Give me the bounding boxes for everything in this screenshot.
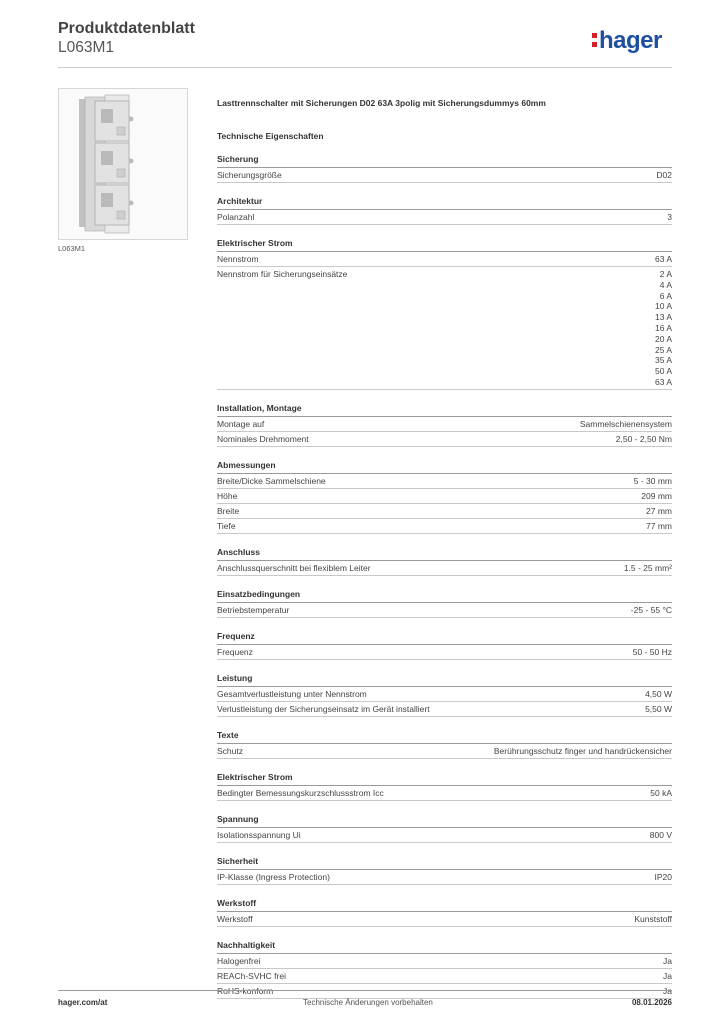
spec-value [656,170,672,181]
spec-row [217,984,672,999]
section-heading: Installation, Montage [217,402,672,417]
spec-value-item: 5 - 30 mm [633,475,672,486]
spec-value [646,506,672,517]
spec-row [217,912,672,927]
spec-label: Anschlussquerschnitt bei flexiblem Leiter [217,562,371,573]
product-image [58,88,188,240]
spec-row [217,252,672,267]
spec-section [217,813,672,843]
product-title: Lasttrennschalter mit Sicherungen D02 63A 3polig mit Sicherungsdummys 60mm [217,98,546,108]
spec-section [217,546,672,576]
spec-row [217,474,672,489]
spec-value-item: 13 A [654,312,672,323]
spec-value-item: D02 [656,170,672,180]
spec-value-item: IP20 [654,871,672,882]
spec-row [217,702,672,717]
spec-value [663,956,672,967]
hager-logo [592,29,662,53]
spec-value-item: 6 A [659,290,672,301]
spec-value [645,704,672,715]
section-heading: Elektrischer Strom [217,771,672,786]
spec-label: Höhe [217,490,238,501]
spec-label: Nennstrom für Sicherungseinsätze [217,269,348,279]
section-heading: Anschluss [217,546,672,561]
spec-value-item: Ja [663,955,672,966]
spec-value-item: 209 mm [641,490,672,501]
spec-row [217,954,672,969]
spec-value-item: 25 A [654,344,672,355]
spec-label: Nominales Drehmoment [217,433,309,444]
spec-value [645,689,672,700]
product-code: L063M1 [58,39,115,56]
spec-value [634,476,672,487]
header-divider [58,67,672,68]
section-heading: Texte [217,729,672,744]
spec-label: Isolationsspannung Ui [217,829,301,840]
spec-value-item: Berührungsschutz finger und handrückensicher [493,745,672,756]
spec-value-item: Kunststoff [634,913,672,924]
spec-value-item: 50 - 50 Hz [632,646,672,657]
spec-value-item: 63 A [654,376,672,387]
spec-row [217,687,672,702]
spec-section [217,855,672,885]
logo-text: hager [599,27,662,54]
spec-row [217,561,672,576]
spec-label: Breite [217,505,240,516]
spec-value-item: 5,50 W [645,703,672,714]
section-heading: Spannung [217,813,672,828]
logo-dots-icon [592,33,597,47]
section-heading: Frequenz [217,630,672,645]
spec-value [663,986,672,997]
spec-value [634,914,672,925]
spec-row [217,432,672,447]
spec-section [217,771,672,801]
spec-value [655,269,672,388]
spec-value [641,491,672,502]
spec-value-item: 2 A [659,269,672,279]
spec-row [217,870,672,885]
spec-value [624,563,672,574]
spec-row [217,744,672,759]
section-heading: Abmessungen [217,459,672,474]
spec-row [217,969,672,984]
spec-label [217,986,273,997]
section-heading: Werkstoff [217,897,672,912]
spec-section [217,672,672,717]
spec-row [217,168,672,183]
spec-label: Verlustleistung der Sicherungseinsatz im Gerät installiert [217,703,430,714]
spec-value-item: 50 A [654,366,672,377]
spec-label: Polanzahl [217,212,255,222]
spec-section [217,630,672,660]
tech-heading: Technische Eigenschaften [217,131,324,141]
spec-label: Bedingter Bemessungskurzschlussstrom Icc [217,787,384,798]
spec-value-item: 2,50 - 2,50 Nm [615,433,672,444]
spec-value-item: 4,50 W [645,688,672,699]
section-heading: Einsatzbedingungen [217,588,672,603]
spec-row [217,828,672,843]
spec-section [217,402,672,447]
footer-website[interactable]: hager.com/at [58,998,108,1007]
spec-row [217,519,672,534]
spec-label: REACh-SVHC frei [217,970,286,981]
section-heading: Leistung [217,672,672,687]
spec-value-item: Sammelschienensystem [579,418,672,429]
spec-value [646,521,672,532]
spec-row [217,267,672,390]
spec-value-item: 10 A [654,301,672,312]
spec-label: Gesamtverlustleistung unter Nennstrom [217,688,367,699]
spec-label: Sicherungsgröße [217,170,282,180]
spec-value [631,605,672,616]
spec-value [667,212,672,223]
spec-value-item: 20 A [654,333,672,344]
spec-section [217,588,672,618]
document-title: Produktdatenblatt [58,20,195,37]
product-illustration-icon [59,89,187,239]
spec-label: Halogenfrei [217,955,261,966]
spec-label: Werkstoff [217,913,253,924]
spec-section [217,459,672,534]
spec-value-item: 27 mm [646,505,672,516]
spec-row [217,786,672,801]
spec-section [217,153,672,183]
spec-label: Nennstrom [217,254,259,264]
spec-value [650,788,672,799]
section-heading: Elektrischer Strom [217,237,672,252]
spec-value-item: Ja [663,970,672,981]
spec-row [217,603,672,618]
spec-value-item: 63 A [654,254,672,264]
spec-value-item: 16 A [654,322,672,333]
spec-value [616,434,672,445]
spec-section [217,195,672,225]
section-heading: Architektur [217,195,672,210]
spec-value-item: 4 A [659,279,672,290]
spec-value-item: 35 A [654,355,672,366]
spec-label: Schutz [217,745,243,756]
spec-value [580,419,672,430]
spec-value [494,746,672,757]
section-heading: Sicherung [217,153,672,168]
spec-value-item: 1.5 - 25 mm² [623,562,672,573]
spec-value [663,971,672,982]
spec-section [217,897,672,927]
spec-row [217,489,672,504]
spec-row [217,417,672,432]
spec-value-item: 3 [667,212,672,222]
section-heading: Nachhaltigkeit [217,939,672,954]
spec-value [655,872,673,883]
spec-sections [217,153,672,999]
spec-row [217,210,672,225]
spec-label: IP-Klasse (Ingress Protection) [217,871,330,882]
spec-value [633,647,672,658]
spec-value [655,254,672,265]
spec-section [217,729,672,759]
spec-value-item: 77 mm [646,520,672,531]
footer-note: Technische Änderungen vorbehalten [303,998,433,1007]
spec-label: Montage auf [217,418,265,429]
spec-row [217,645,672,660]
spec-value [650,830,672,841]
spec-value-item: 50 kA [650,787,672,798]
footer-date: 08.01.2026 [631,998,672,1007]
spec-row [217,504,672,519]
spec-label: Betriebstemperatur [217,604,290,615]
footer-divider [58,990,672,991]
spec-label: Breite/Dicke Sammelschiene [217,475,326,486]
spec-content [217,96,672,999]
image-caption: L063M1 [58,244,86,253]
section-heading: Sicherheit [217,855,672,870]
spec-value-item: 800 V [649,829,672,840]
spec-value-item: -25 - 55 °C [630,604,672,615]
spec-section [217,237,672,390]
spec-label: Tiefe [217,520,236,531]
spec-label: Frequenz [217,646,253,657]
